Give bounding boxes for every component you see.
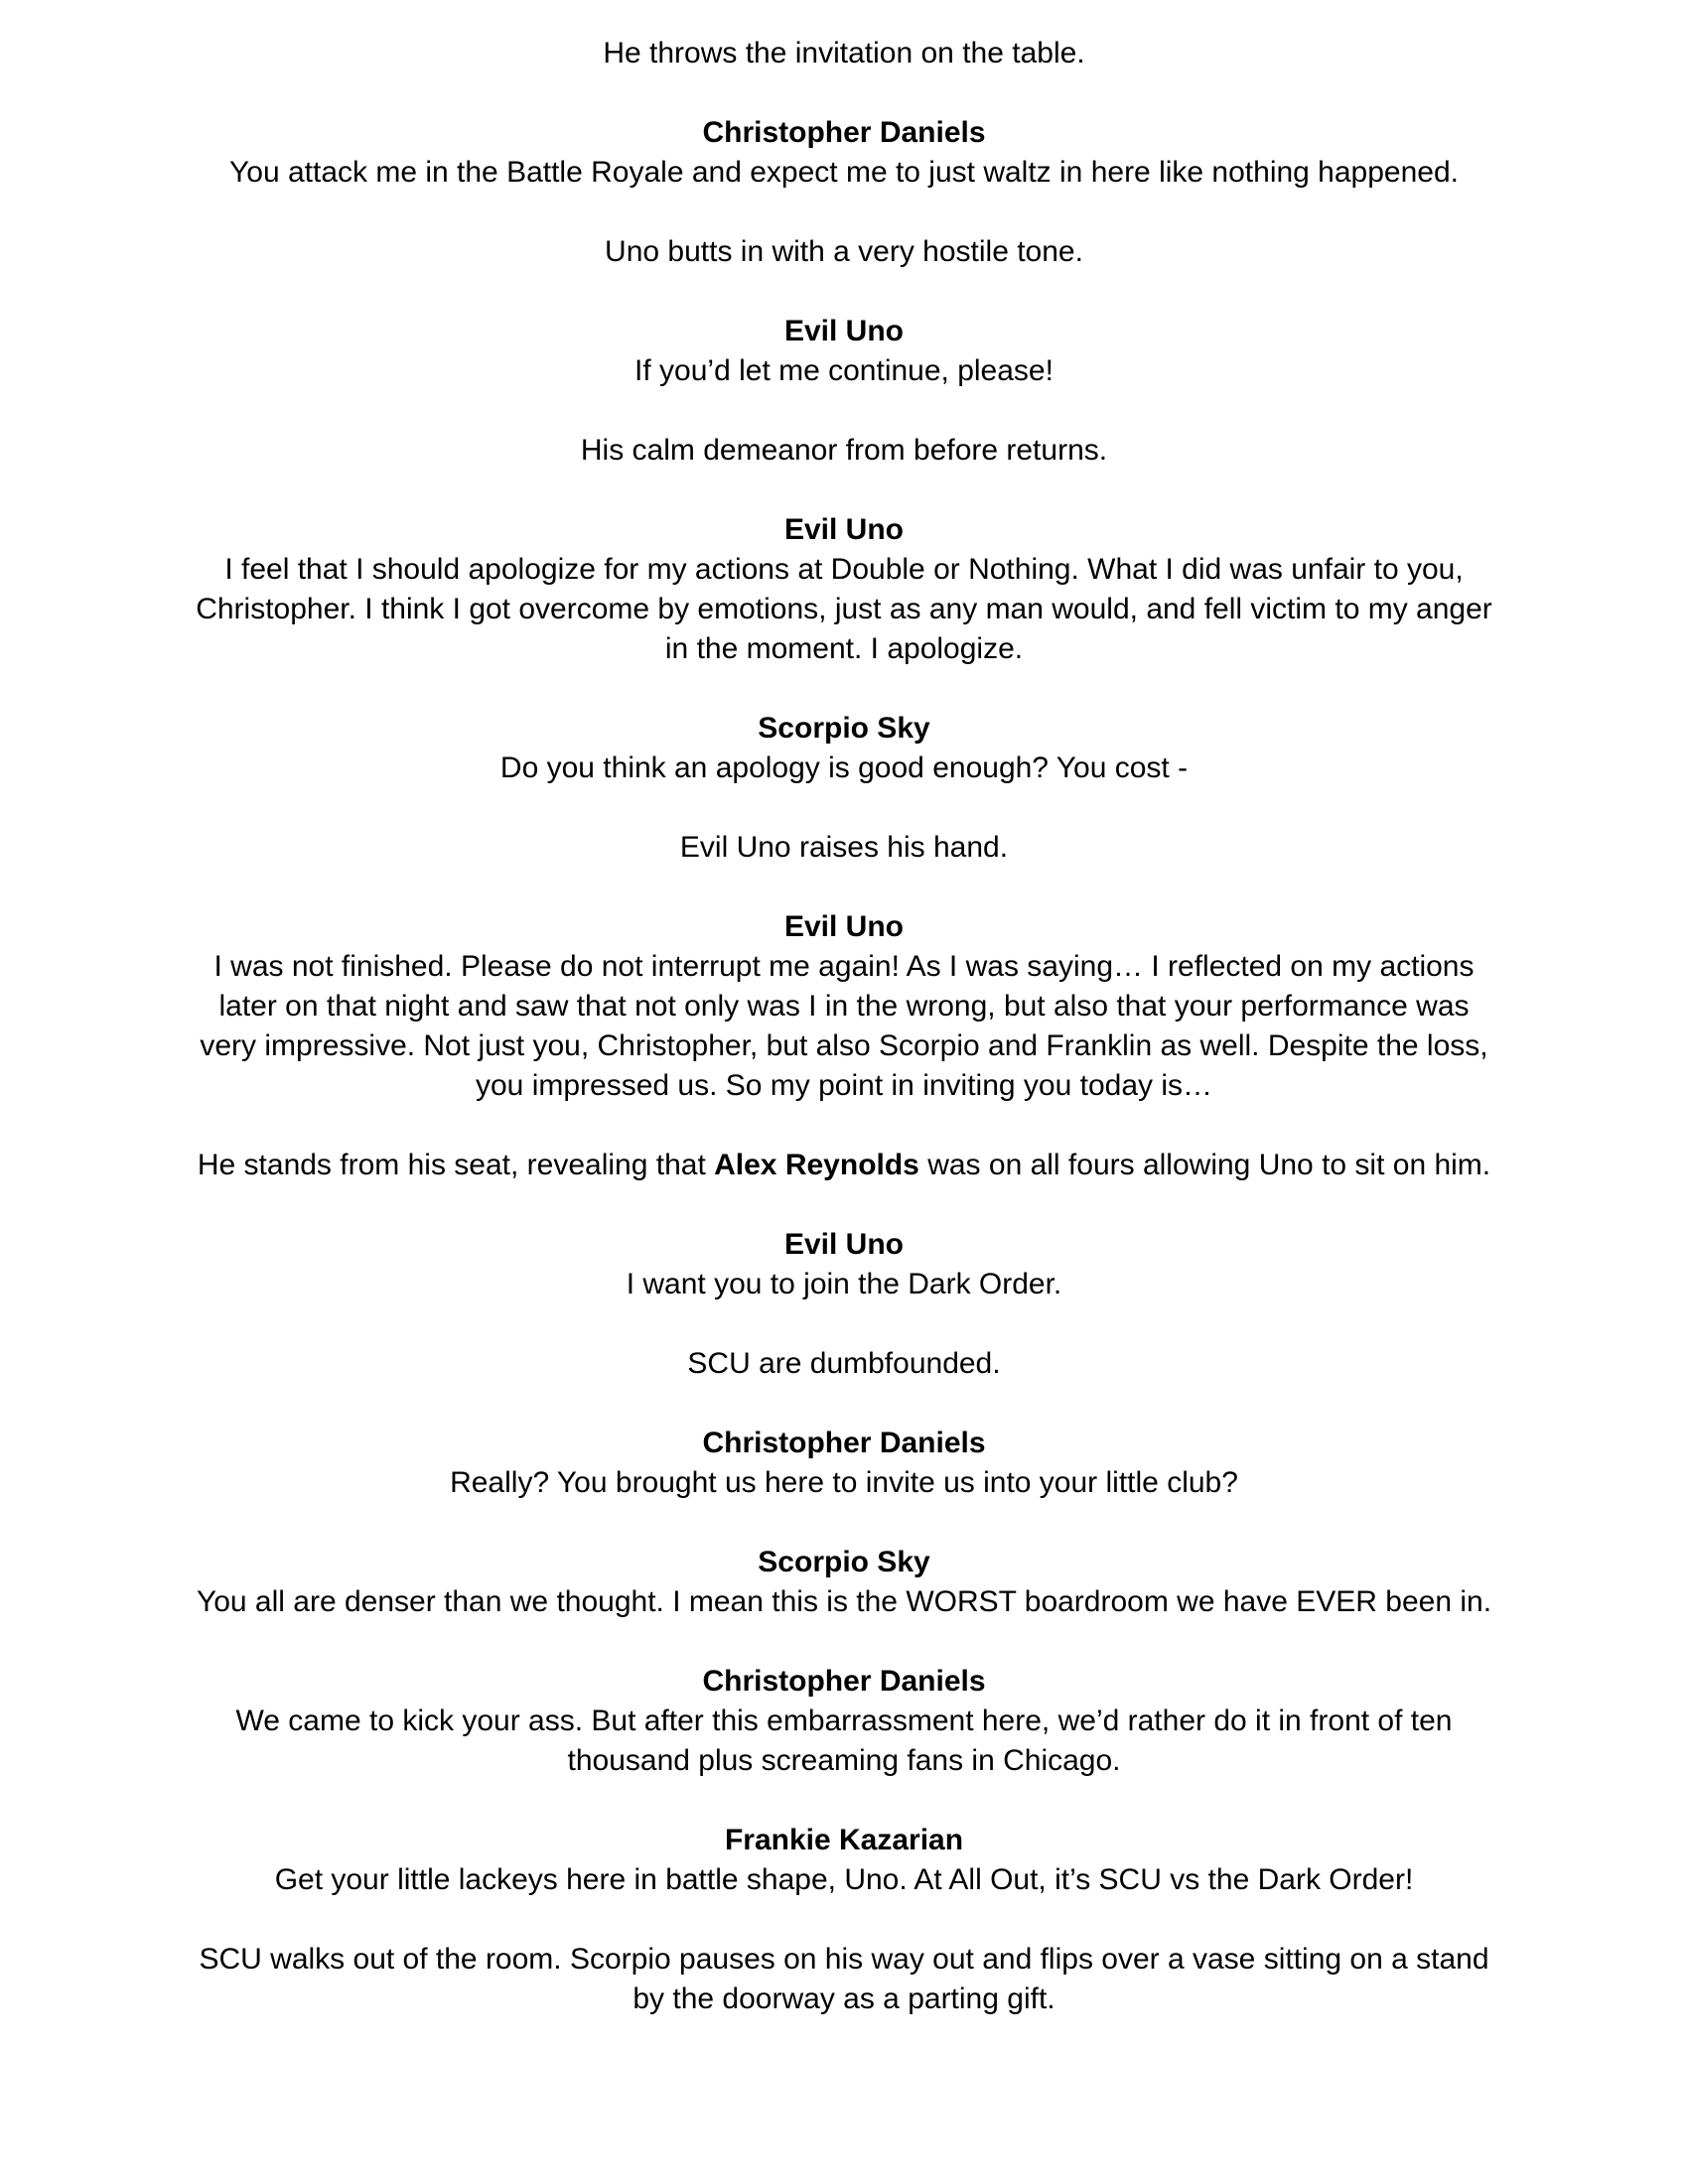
speaker-name: Scorpio Sky <box>758 1546 930 1578</box>
dialogue-text: You all are denser than we thought. I mean this is the WORST boardroom we have EVER been in. <box>196 1585 1492 1618</box>
dialogue-block <box>189 1662 1499 1781</box>
dialogue-text: I feel that I should apologize for my actions at Double or Nothing. What I did was unfair to you, Christopher. I think I got overcome by emotions, just as any man would, and fell victim to my anger in the moment. I apologize. <box>196 553 1492 665</box>
dialogue-block <box>189 1543 1499 1622</box>
action-text: His calm demeanor from before returns. <box>580 434 1108 467</box>
dialogue-block <box>189 709 1499 788</box>
speaker-name: Frankie Kazarian <box>724 1824 964 1856</box>
action-line <box>189 1940 1499 2019</box>
dialogue-text: If you’d let me continue, please! <box>634 354 1054 387</box>
dialogue-text: Do you think an apology is good enough? You cost - <box>499 751 1189 784</box>
action-text-post: was on all fours allowing Uno to sit on him. <box>918 1149 1491 1181</box>
action-line <box>189 431 1499 471</box>
speaker-name: Evil Uno <box>783 315 904 347</box>
speaker-name: Evil Uno <box>783 513 904 546</box>
speaker-name: Christopher Daniels <box>702 1427 986 1459</box>
character-name: Alex Reynolds <box>714 1149 919 1181</box>
dialogue-text: Get your little lackeys here in battle shape, Uno. At All Out, it’s SCU vs the Dark Order! <box>274 1863 1414 1896</box>
dialogue-block <box>189 1225 1499 1304</box>
dialogue-text: I was not finished. Please do not interrupt me again! As I was saying… I reflected on my actions later on that night and saw that not only was I in the wrong, but also that your performance was very impressive. Not just you, Christopher, but also Scorpio and Franklin as well. Despite the loss, you impressed us. So my point in inviting you today is… <box>200 950 1488 1102</box>
speaker-name: Christopher Daniels <box>702 116 986 149</box>
speaker-name: Evil Uno <box>783 910 904 943</box>
dialogue-block <box>189 1424 1499 1503</box>
dialogue-block <box>189 1821 1499 1900</box>
action-text: Evil Uno raises his hand. <box>679 831 1009 864</box>
action-line <box>189 828 1499 868</box>
dialogue-text: Really? You brought us here to invite us into your little club? <box>450 1466 1238 1499</box>
script-page <box>189 34 1499 2019</box>
action-text: SCU are dumbfounded. <box>687 1347 1001 1380</box>
speaker-name: Evil Uno <box>783 1228 904 1261</box>
action-line <box>189 1146 1499 1185</box>
dialogue-text: You attack me in the Battle Royale and expect me to just waltz in here like nothing happened. <box>229 156 1459 189</box>
dialogue-block <box>189 312 1499 391</box>
action-text: He throws the invitation on the table. <box>603 37 1085 69</box>
dialogue-block <box>189 113 1499 193</box>
dialogue-block <box>189 510 1499 669</box>
action-text <box>189 1146 1499 1185</box>
action-line <box>189 232 1499 272</box>
action-text: Uno butts in with a very hostile tone. <box>605 235 1083 268</box>
dialogue-block <box>189 907 1499 1106</box>
dialogue-text: We came to kick your ass. But after this embarrassment here, we’d rather do it in front of ten thousand plus screaming fans in Chicago. <box>235 1705 1453 1777</box>
action-text: SCU walks out of the room. Scorpio pauses on his way out and flips over a vase sitting on a stand by the doorway as a parting gift. <box>199 1943 1489 2015</box>
action-line <box>189 34 1499 73</box>
dialogue-text: I want you to join the Dark Order. <box>626 1268 1062 1300</box>
action-text-pre: He stands from his seat, revealing that <box>197 1149 715 1181</box>
speaker-name: Scorpio Sky <box>758 712 930 745</box>
speaker-name: Christopher Daniels <box>702 1665 986 1698</box>
action-line <box>189 1344 1499 1384</box>
